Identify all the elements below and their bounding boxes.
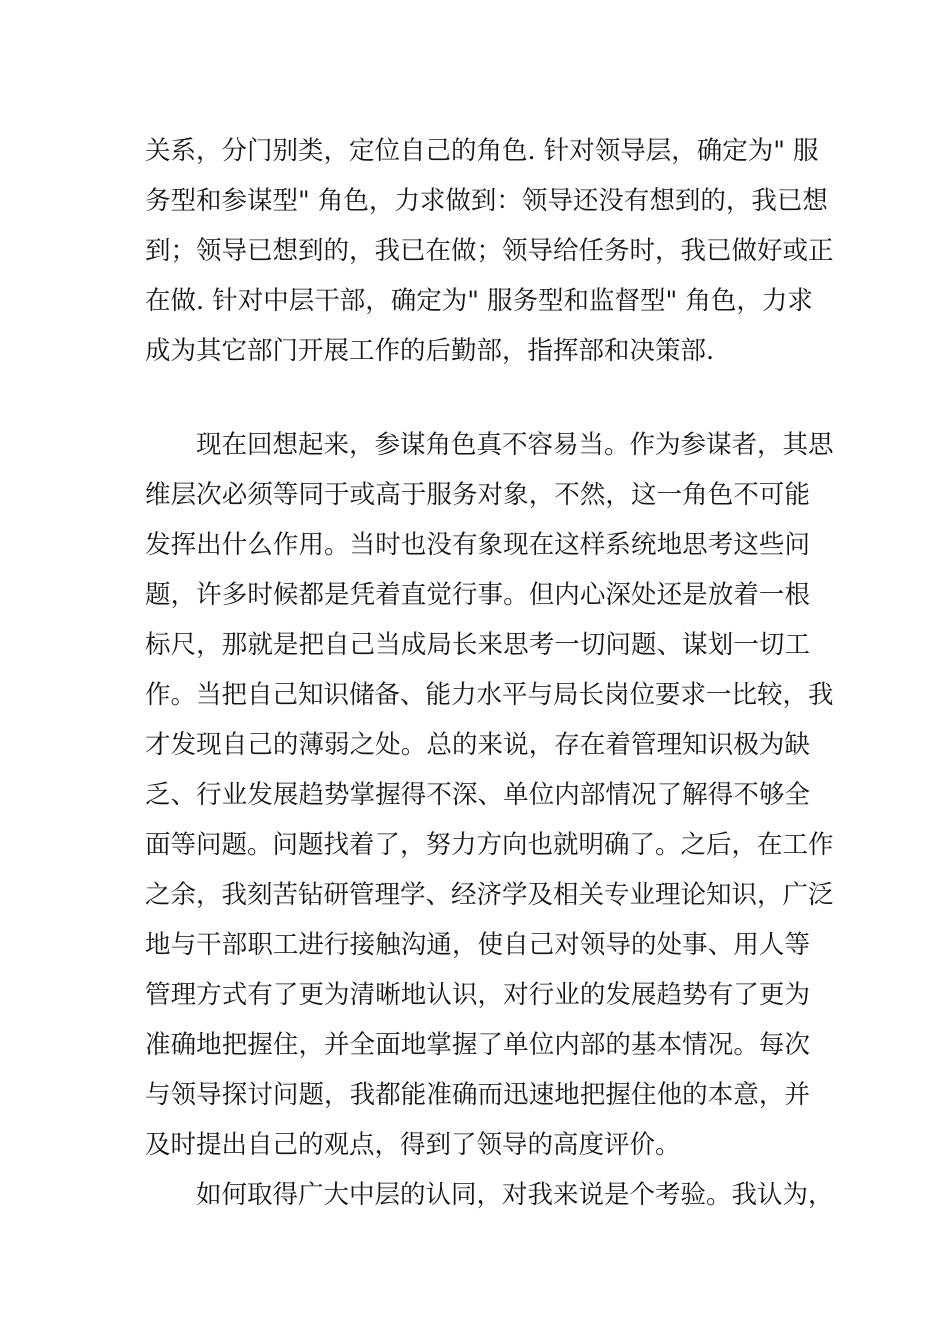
text-line: 维层次必须等同于或高于服务对象，不然，这一角色不可能 <box>145 480 810 510</box>
text-line: 作。当把自己知识储备、能力水平与局长岗位要求一比较，我 <box>145 680 834 710</box>
text-line: 之余，我刻苦钻研管理学、经济学及相关专业理论知识，广泛 <box>145 880 834 910</box>
paragraph-role-positioning <box>145 126 834 376</box>
text-line: 务型和参谋型" 角色，力求做到：领导还没有想到的，我已想 <box>145 186 828 216</box>
text-line: 如何取得广大中层的认同，对我来说是个考验。我认为， <box>196 1180 834 1210</box>
text-line: 成为其它部门开展工作的后勤部，指挥部和决策部. <box>145 336 715 366</box>
text-line: 才发现自己的薄弱之处。总的来说，存在着管理知识极为缺 <box>145 730 810 760</box>
text-line: 到；领导已想到的，我已在做；领导给任务时，我已做好或正 <box>145 236 834 266</box>
text-line: 题，许多时候都是凭着直觉行事。但内心深处还是放着一根 <box>145 580 810 610</box>
text-line: 关系，分门别类，定位自己的角色. 针对领导层，确定为" 服 <box>145 136 819 166</box>
text-line: 在做. 针对中层干部，确定为" 服务型和监督型" 角色，力求 <box>145 286 813 316</box>
text-line: 面等问题。问题找着了，努力方向也就明确了。之后，在工作 <box>145 830 834 860</box>
text-line: 乏、行业发展趋势掌握得不深、单位内部情况了解得不够全 <box>145 780 810 810</box>
text-line: 管理方式有了更为清晰地认识，对行业的发展趋势有了更为 <box>145 980 810 1010</box>
text-line: 现在回想起来，参谋角色真不容易当。作为参谋者，其思 <box>196 430 834 460</box>
text-line: 地与干部职工进行接触沟通，使自己对领导的处事、用人等 <box>145 930 810 960</box>
paragraph-middle-management <box>145 1170 834 1220</box>
text-line: 发挥出什么作用。当时也没有象现在这样系统地思考这些问 <box>145 530 810 560</box>
text-line: 与领导探讨问题，我都能准确而迅速地把握住他的本意，并 <box>145 1080 810 1110</box>
text-line: 准确地把握住，并全面地掌握了单位内部的基本情况。每次 <box>145 1030 810 1060</box>
text-line: 标尺，那就是把自己当成局长来思考一切问题、谋划一切工 <box>145 630 810 660</box>
paragraph-staff-officer-reflection <box>145 420 834 1170</box>
text-line: 及时提出自己的观点，得到了领导的高度评价。 <box>145 1130 681 1160</box>
